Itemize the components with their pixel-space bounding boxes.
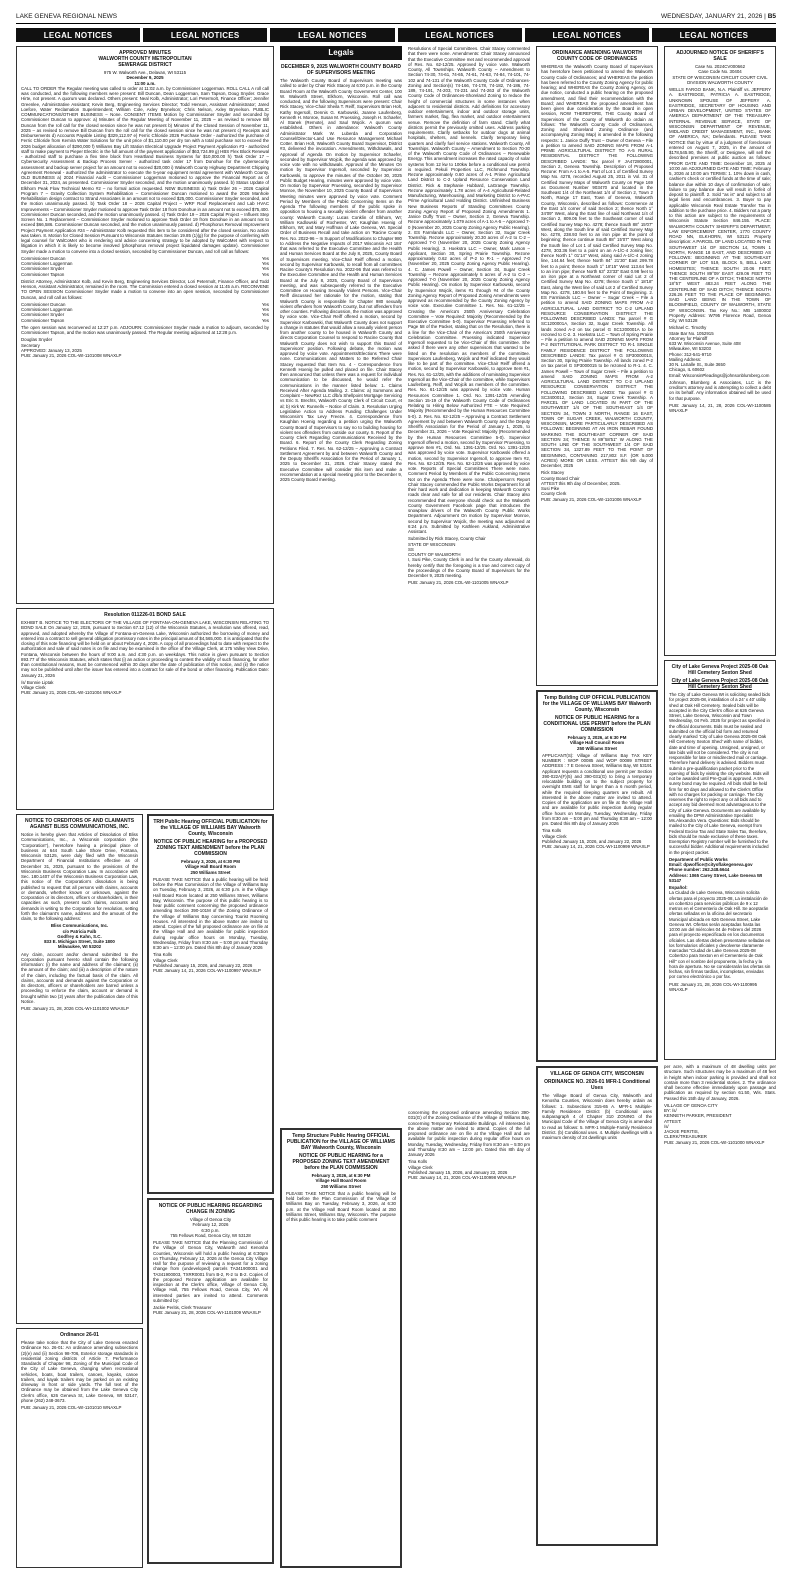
paper-name: LAKE GENEVA REGIONAL NEWS: [16, 13, 118, 20]
banner-2: LEGAL NOTICES: [143, 28, 267, 42]
banner-4: LEGAL NOTICES: [398, 28, 522, 42]
notice-title: DECEMBER 9, 2025 WALWORTH COUNTY BOARD OF SUPERVISORS MEETING: [281, 64, 401, 76]
notice-title: VILLAGE OF GENOA CITY, WISCONSIN: [550, 1071, 644, 1077]
notice-body: The Village Board of Genoa City, Walworth and Kenosha Counties, Wisconsin does hereby ordain as follows: 1. Subsections 315-65 A. MFR-1 Multiple-Family Residence District (b) Conditional uses subparagraph 4 of Chapter 310 ZONING of the Municipal Code of the Village of Genoa City is amended to read as follows: 5. MFR-1 Multiple-Family Residence District. (b) Conditional uses. 4. Multiple dwellings with a maximum density of 24 dwellings units: [542, 1093, 652, 1140]
notice-temp-structure-hearing-cont: [408, 1110, 530, 1550]
notice-body: The Walworth County Board of Supervisors meeting was called to order by Chair Rick Stacey at 6:00 p.m. in the County Board Room at the Walworth County Government Center, 100 W. Walworth Street, Elkhorn, Wisconsin. Roll call was conducted, and the following Supervisors were present: Chair Rick Stacey, Vice-Chair Sheila T. Reiff, Supervisors Brian Holt, Kathy Ingersoll, Dennis G. Karbowski, Joanne Laufenberg, Kenneth H. Monroe, Susan M. Pruessing, Joseph H. Schaefer, Al Stanek (Remote), and Saul Wojcik. A quorum was established. Others in attendance: Walworth County Administrator Mark W. Luberda and Corporation Counsel/Director-Land Use Resource Management Michael Cotter. Brian Holt, Walworth County Board Supervisor, District #3, delivered the invocation. Amendments, Withdrawals, and Approval of Agenda On motion by Supervisor Schaefer, seconded by Supervisor Wojcik, the agenda was approved by voice vote with no withdrawals. Approval of the Minutes On motion by Supervisor Ingersoll, seconded by Supervisor Karbowski, to approve the minutes of the October 30, 2025 Public Budget Hearing, minutes were approved by voice vote. On motion by Supervisor Pruessing, seconded by Supervisor Monroe, the November 10, 2025 County Board of Supervisors Meeting minutes were approved by voice vote. Comment Period by Members of the Public Concerning Items on the Agenda The following members of the public spoke in opposition to housing a sexually violent offender from another county: Walworth County: Lucas Conklin of Elkhorn, WI; William Kadlowski of Rochester, WI; Kaughlan Hoenig of Elkhorn, WI; and Mary Hoffman of Lake Geneva, WI. Special Order of Business Recall and take action on ‘Racine County Res. No. 2022-96 – In Support of Modifications to Chapter 980 to Address the Negative Impacts of 2017 Wisconsin Act 184’ that was referred to the Executive Committee and the Health and Human Services Board at the July 8, 2025, County Board of Supervisors meeting. Vice-Chair Reiff offered a motion, second by Supervisor Karbowski, to recall from all committees Racine County's Resolution No. 2022-96 that was referred to the Executive Committee and the Health and Human Services Board at the July 8, 2025, County Board of Supervisors meeting, and was subsequently referred to the Executive Committee on Housing Sexually Violent Persons. Vice-Chair Reiff discussed her rationale for the motion, stating that Walworth County is responsible for Chapter 980 sexually violent offenders from Walworth County, but not offenders from other counties. Following discussion, the motion was approved by voice vote. Vice-Chair Reiff offered a motion, second by Supervisor Karbowski, that Walworth County does not support a change in statutes that would allow a sexually violent person from another county to be housed in Walworth County and directs Corporation Counsel to respond to Racine County that Walworth County does not wish to support this Board of Supervisors' position. Following debate, the motion was approved by voice vote. Appointments/Elections There were none. Communications and Matters to Be Referred Chair Stacey requested that Item No. 4 - Correspondence from Kenneth Hoenig be pulled and placed on file. Chair Stacey then announced that unless there was a request for individual communication to be discussed, he would refer the communications in the manner listed below: 1. Claims Received After Agenda Mailing. 2. Claims: a) Summons and Complaint – NewRez LLC d/b/a Shellpoint Mortgage Servicing vs Eric S. Brechts, Walworth County Clerk of Circuit Court, et al; b) Kirk W. Runnells – Notice of Claim. 3. Resolution Urging Legislative Action to Address Funding Challenges Under Wisconsin's Tax Levy Freeze. 4. Correspondence from Kaughlan Hoenig regarding a petition urging the Walworth County Board of Supervisors to say no to building housing for violent sex offenders from outside our county. 5. Report of the County Clerk Regarding Communications Received by the Board. 6. Report of the County Clerk Regarding Zoning Petitions Filed. 7. Res. No. 62-12/25 – Approving a Contract Settlement Agreement by and between Walworth County and the Deputy Sheriffs Association for the Period of January 1, 2025 to December 31, 2026. Chair Stacey stated the Executive Committee will consider this item and make a recommendation at a special meeting prior to the December 9, 2025 County Board meeting.: [280, 78, 402, 482]
notice-body: PLEASE TAKE NOTICE that a public hearing will be held before the Plan Commission of the Village of Williams Bay on Tuesday, February 3, 2026, at 6:30 p.m. in the Village Hall Board Room located at 250 Williams Street, Williams Bay, Wisconsin. The purpose of this public hearing is to hear public comment concerning the proposed ordinance amending Section 390-101M of the Zoning Ordinance of the Village of Williams Bay concerning Tourist Rooming Houses. All interested in the above matter are invited to attend. Copies of the full proposed ordinance are on file at the Village Hall and are available for public inspection during regular office hours on Monday, Tuesday, Wednesday, Friday from 8:30 am – 5:00 pm and Thursday 8:30 am – 12:00 pm. Dated this 8th day of January 2026: [153, 876, 268, 950]
notice-title: NOTICE TO CREDITORS OF AND CLAIMANTS AGAINST BLISS COMMUNICATIONS, INC.: [24, 818, 135, 830]
notice-signature: Rick Stacey County Board Chair ATTEST this 9th day of December, 2025. Susi Pike County Clerk PUB: January 21, 2026 COL-WI-1101006 WNAXLP: [541, 470, 642, 502]
vote-row: [21, 318, 269, 323]
notice-body: CALL TO ORDER The Regular meeting was called to order at 11:02 a.m. by Commissioner Loggerman. ROLL CALL A roll call was conducted, and the following members were present: Bill Duncan, Dean Loggerman, Sam Tapson, Doug Snyder. Grace Hirte, not present. A quorum was declared. Others present: Neal Kolb, Administrator; Lori Petermolt, Finance Officer; Jennifer Greenlee, Administrative Assistant; Kevin Berg, Engineering Services Director; Todd Henson, Assistant Administrator; Jared Loefore, Water Reclamation Superintendent; William Cole, Axley Brynelson; Chris Nelson, Axley Brynelson. PUBLIC COMMUNICATIONS/OTHER BUSINESS – None. CONSENT ITEMS Motion by Commissioner Snyder and seconded by Commissioner Duncan to approve: a) Minutes of the Regular Meeting of November 11, 2025 – as revised to remove Bill Duncan from the roll call for the closed session since he was not present b) Minutes of the Closed Session of November 11, 2025 – as revised to remove Bill Duncan from the roll call for the closed session since he was not present c) Receipts and Disbursements d) Accounts Payable Listing $329,112.97 e) Ferric Chloride 2026 Purchase Order - authorized the purchase of Ferric Chloride from Kemira Water Solutions for the unit price of $1,110.00 per dry ton with a total purchase not to exceed the 2026 budget allocation of $290,000 f) Williams Bay Lift Station Electrical Upgrade Project Payment Application #3 - authorized staff to make payment to Pieper Electric in the full amount of the payment application of $63,724.99 g) HBS Flex Block Renewal - authorized staff to purchase a flex time block from Heartland Business Systems for $10,000.00 h) Task Order 17 – Cybersecurity Assessment & Backup Process Server - authorized task order 17 from Donohue for the cybersecurity assessment and backup server project for an amount not to exceed $20,000 i) Walworth County Highway Department Chipping Agreement Renewal - authorized the administrator to execute the 5-year equipment rental agreement with Walworth County. OLD BUSINESS a) 2024 Financial Audit – Commissioner Loggerman motioned to approve the Financial Report as of December 31, 2024, as presented. Commissioner Snyder seconded, and the motion unanimously passed. b) Status Update of Elkhorn Peak Flow Technical Memo #2 – no formal action requested. NEW BUSINESS a) Task Order 26 – 2026 Capital Program 7 – Gravity Collection System Rehabilitation – Commissioner Duncan motioned to award the 2026 Manhole Rehabilitation design contract to Strand Associates in an amount not to exceed $25,000. Commissioner Snyder seconded, and the motion unanimously passed. b) Task Order 18 – 2026 Capital Project – WRF Roof Replacement and Lab HVAC Improvements – Commissioner Snyder motioned to approve Task Order 18 from Donohue in an amount not to exceed $75,400. Commissioner Duncan seconded, and the motion unanimously passed. c) Task Order 19 – 2026 Capital Project – Influent Step Screen No. 1 Replacement – Commissioner Snyder motioned to approve Task Order 19 from Donohue in an amount not to exceed $66,586. Commissioner Duncan seconded, and the motion unanimously passed. d) Phosphorus Removal Improvement Project Payment Application #24 – Administrator Kolb requested this item to be considered after the closed session. No action was taken. 8. Motion for Closed Session Pursuant to Wisconsin Statutes Section 19.85 (1)(g) for the purpose of conferring with legal counsel for WalCoMet who is rendering oral advice concerning strategy to be adopted by WalCoMet with respect to litigation in which it is likely to become involved (phosphorus removal project liquidated damages update). Commissioner Snyder made a motion to convene into a closed session, seconded by Commissioner Duncan, and roll call as follows:: [21, 85, 269, 254]
legals-heading: Legals: [280, 46, 402, 60]
notice-signature: /s/ Bonnie Liptak Village Clerk PUB: January 21, 2026 COL-WI-1101004 WNAXLP: [21, 679, 122, 696]
vote-value: Yes: [261, 307, 269, 312]
notice-bond-sale: [16, 608, 274, 810]
notice-pub: PUB: January 14, 21, 28, 2026 COL-WI-1100585 WNAXLP: [669, 402, 771, 413]
notice-pub: PUB: January 21, 28, 2026 COL-WI-1101002 WNAXLP: [21, 1006, 129, 1011]
notice-date: December 9, 2025 11:00 a.m.: [126, 75, 164, 86]
vote-value: Yes: [261, 312, 269, 318]
vote-row: [21, 272, 269, 277]
notice-bliss-creditors: [16, 814, 143, 1324]
vote-value: Yes: [261, 317, 269, 323]
notice-title-2: City of Lake Geneva Project 2025-08 Oak Hill Cemetery Sexton Shed: [671, 678, 769, 690]
notice-title: TRH Public Hearing OFFICIAL PUBLICATION for the VILLAGE OF WILLIAMS BAY Walworth County, Wisconsin: [153, 819, 268, 837]
notice-case: Case No. 2024CV000662 Case Code No. 30404 STATE OF WISCONSIN CIRCUIT COURT CIVIL DIVISION WALWORTH COUNTY: [672, 64, 768, 85]
notice-when: February 3, 2026, at 6:30 PM Village Hall Council Room 250 Williams Street: [567, 735, 627, 751]
notice-when: February 3, 2026, at 6:30 PM Village Hall Board Room 250 Williams Street: [311, 1173, 371, 1189]
notice-body: per acre, with a maximum of 48 dwelling units per structure. Such structures may be a maximum of 48 feet in height when indoor parking is provided and shall not contain more than 3 residential stories. 2. The ordinance shall become effective immediately upon passage and publication as required by section 61.50, Wis. Stats. Passed this 15th day of January, 2026.: [664, 1064, 776, 1101]
banner-5: LEGAL NOTICES: [525, 28, 649, 42]
notice-certification: I, Susi Pike, County Clerk in and for the County aforesaid, do hereby certify that the foregoing is a true and correct copy of the proceedings of the County Board of Supervisors for the December 9, 2025 meeting.: [408, 557, 530, 578]
notice-address: 975 W. Walworth Ave., Delavan, WI 53115: [103, 70, 187, 75]
vote-name: Commissioner Snyder: [21, 266, 65, 272]
notice-body: APPLICANT(S): Village of Williams Bay TAX KEY NUMBER : WOP 00085 and WOP 00089 STREET ADDRESS : 7 E Geneva Street, Williams Bay, WI 53191 Applicant requests a conditional use permit per Section 390-022A(F)(5) and 390-031(G) to bring a temporary relocatable building on to the subject property for overnight EMS staff for longer than a 6 month period, while the required sleeping quarters are rebuilt. All interested in the above matter are invited to attend. Copies of the application are on file at the Village Hall and are available for public inspection during regular office hours on Monday, Tuesday, Wednesday, Friday from 8:30 am – 5:00 pm and Thursday 8:30 am – 12:00 pm. Dated this 8th day of January 2026: [542, 752, 652, 826]
notice-dept-contact: Department of Public Works Email: dpwoffice@cityoflakegeneva.gov Phone number: 262.248.6644 Address: 1065 Carey Street, Lake Geneva WI 53147: [669, 856, 763, 883]
vote-name: Commissioner Loggerman: [21, 261, 73, 266]
vote-name: Commissioner Snyder: [21, 312, 65, 318]
vote-value: Yes: [261, 271, 269, 277]
notice-signature: Michael C. Timothy State Bar No. 1052915 Attorney for Plaintiff 633 W. Wisconsin Avenue, Suite 408 Milwaukee, WI 53203 Phone: 312-541-9710 Mailing Address: 30 N. LaSalle St., Suite 3650 Chicago, IL 60602 Email: WisconsinPleadings@johnsonblumberg.com: [669, 325, 770, 378]
notice-ordinance-26-01: [16, 1328, 143, 1568]
notice-body: PLEASE TAKE NOTICE that a public hearing will be held before the Plan Commission of the Village of Williams Bay on Tuesday, February 3, 2026, at 6:30 p.m. at the Village Hall Board Room located at 250 Williams Street, Williams Bay, Wisconsin. The purpose of this public hearing is to take public comment: [286, 1190, 396, 1222]
notice-pub: PUB: January 21, 2026 COL-WI-1101005 WNAXLP: [408, 580, 509, 586]
notice-body: Please take notice that the City of Lake Geneva enacted Ordinance No. 26-01: An ordinance amending subsections (2)(e) and (ii) Section 98-706, Exterior storage standards in residential zoning districts of Article 7. Performance Standards of Chapter 98, Zoning of the Municipal Code of the City of Lake Geneva, changing when recreational vehicles, boats, boat trailers, canoes, kayaks, canoe trailers, and kayak trailers may be parked on an existing driveway in front or side yards. The full text of the Ordinance may be obtained from the Lake Geneva City Clerk's office, 626 Geneva St, Lake Geneva, WI 53147, phone (262) 248-3673.: [21, 1340, 138, 1403]
notice-subtitle: NOTICE OF PUBLIC HEARING for a PROPOSED ZONING TEXT AMENDMENT before the PLAN COMMISSION: [153, 839, 268, 857]
vote-name: Commissioner Duncan: [21, 255, 66, 261]
notice-title: Ordinance 26-01: [60, 1332, 99, 1338]
vote-name: Commissioner Tapson: [21, 271, 65, 277]
notice-title: Temp Building CUP OFFICIAL PUBLICATION for the VILLAGE OF WILLIAMS BAY Walworth County, Wisconsin: [542, 695, 652, 713]
notice-title: Temp Structure Public Hearing OFFICIAL PUBLICATION for the VILLAGE OF WILLIAMS BAY Walworth County, Wisconsin: [286, 1133, 396, 1151]
notice-body-mid: District Attorney, Administrator Kolb, and Kevin Berg, Engineering Services Director, Lori Petermolt, Finance Officer, and Todd Henson, Assistant Administrator, remained in the room. The Commission entered a closed session at 11:45 a.m. RECONVENE TO OPEN SESSION Commissioner Snyder made a motion to convene into an open session, seconded by Commissioner Duncan, and roll call as follows:: [21, 278, 269, 300]
vote-name: Commissioner Loggerman: [21, 307, 73, 312]
notice-walcomet-minutes: [16, 46, 274, 604]
column-1: [16, 46, 274, 1582]
column-5: [536, 46, 658, 1582]
notice-signature: Submitted by Rick Stacey, County Chair STATE OF WISCONSIN SS COUNTY OF WALWORTH: [408, 536, 486, 557]
notice-genoa-ordinance-cont: [664, 1064, 776, 1544]
notice-subtitle: ORDINANCE NO. 2026-01 MFR-1 Conditional Uses: [544, 1079, 650, 1091]
vote-name: Commissioner Tapson: [21, 317, 65, 323]
notice-title: ADJOURNED NOTICE OF SHERIFF'S SALE: [676, 50, 764, 62]
banner-6: LEGAL NOTICES: [652, 28, 776, 42]
notice-sheriffs-sale: [664, 46, 776, 656]
notice-title: Resolution 011226-01 BOND SALE: [104, 612, 186, 618]
notice-genoa-rezoning: [147, 1198, 274, 1564]
notice-pub: PUB: January 21, 2026 COL-WI-1101010 WNAXLP: [21, 1405, 122, 1410]
notice-subtitle: NOTICE OF PUBLIC HEARING for a CONDITIONAL USE PERMIT before the PLAN COMMISSION: [543, 715, 651, 733]
notice-body-end: The open session was reconvened at 12:27 p.m. ADJOURN: Commissioner Snyder made a motion to adjourn, seconded by Commissioner Tapson, and the motion was unanimously passed. The Regular meeting adjourned at 12:28 p.m.: [21, 324, 269, 335]
column-6: [664, 46, 776, 1582]
notice-when: February 3, 2026, at 6:30 PM Village Hall Board Room 250 Williams Street: [181, 859, 240, 875]
column-4: [408, 46, 530, 1582]
banner-1: LEGAL NOTICES: [16, 28, 140, 42]
notice-trh-hearing: [147, 814, 274, 1194]
notice-body: WHEREAS the Walworth County Board of Supervisors has heretofore been petitioned to amend the Walworth County Code of Ordinances; and WHEREAS the petition has been referred to the County Zoning Agency for public hearing; and WHEREAS the County Zoning Agency, on due notice, conducted a public hearing on the proposed amendment, and filed their recommendation with the Board; and WHEREAS the proposed amendment has been given due consideration by the Board in open session, NOW THEREFORE, THE County Board of Supervisors of the County of Walworth do ordain as follows: The Walworth County Code of Ordinances, Zoning and Shoreland Zoning Ordinance (and accompanying Zoning Map) is amended in the following respects: 1. Janice Duffy Trust – Owner of Geneva – File a petition to amend SAID ZONING MAPS FROM A-1 PRIME AGRICULTURAL DISTRICT TO A-5 RURAL RESIDENTIAL DISTRICT THE FOLLOWING DESCRIBED LANDS: Tax parcel # JA472800001, Section 2, Geneva Township. Description of Proposed Rezone: From A-1 to A-5. Part of Lot 1 of Certified Survey Map No. 4278, recorded August 25, 2011 in Vol. 31 of Certified Survey Maps of Walworth County on Page 169 as Document Number 903470 and located in the Southeast 1/4 of the Northeast 1/4 of Section 2, Town 2 North, Range 17 East, Town of Geneva, Walworth County, Wisconsin, described as follows: Commence at the East 1/4 corner of said Section 2; thence North 1° 34'09" West, along the East line of said Northeast 1/4 of Section 2, 809.06 feet to the Southeast corner of said Certified Survey Map No. 4278; thence South 88° 15'07" West, along the South line of said Certified Survey Map No. 4278, 238.93 feet to an iron pipe at the point of beginning; thence continue South 88° 15'07" West along the South line of Lot 1 of said Certified Survey Map No. 4278, 303.36 feet to a point on an A-1/C-4 zoning line; thence North 1° 01'14" West, along said A-1/C-4 zoning line, 144.64 feet; thence North 84° 21'30" East 299.78 feet to a point; thence South 1° 18'15" West 113.64 feet to an iron pipe; thence North 63° 23'33" East 0.98 feet to an iron pipe at a Northeast corner of said Lot 2 of Certified Survey Map No. 4278; thence South 1° 18'18" East, along the West line of said Lot 2 of Certified Survey Map No. 4278, 180.94 feet to the Point of Beginning. 2. ES Farmlands LLC – Owner – Sugar Creek – File a petition to amend SAID ZONING MAPS FROM A-2 AGRICULTURAL LAND DISTRICT TO C-2 UPLAND RESOURCE CONSERVATION DISTRICT THE FOLLOWING DESCRIBED LANDS: Tax parcel # G SC1200001A, Section 32, Sugar Creek Township. All lands zoned A-2 on tax parcel G SC1200001A to be rezoned to C-2. 3. Hoekstra LLC – Town of Spring Prairie – File a petition to amend SAID ZONING MAPS FROM P-2 INSTITUTIONAL PARK DISTRICT TO R-1 SINGLE FAMILY RESIDENCE DISTRICT THE FOLLOWING DESCRIBED LANDS: Tax parcel # G SP3000001S, Section 30, Spring Prairie Township. All lands zoned P-2 on tax parcel G SP3000015 to be rezoned to R-1. 4. C. James Powell – Town of Sugar Creek – File a petition to amend SAID ZONING MAPS FROM A-2 AGRICULTURAL LAND DISTRICT TO C-2 UPLAND RESOURCE CONSERVATION DISTRICT THE FOLLOWING DESCRIBED LANDS: Tax parcel # G SC3400012, Section 34, Sugar Creek Township. A PARCEL OF LAND LOCATED IN PART OF THE SOUTHWEST 1/4 OF THE SOUTHEAST 1/4 OF SECTION 34, TOWN 3 NORTH, RANGE 16 EAST, TOWN OF SUGAR CREEK, WALWORTH COUNTY, WISCONSIN, MORE PARTICULARLY DESCRIBED AS FOLLOWS: BEGINNING AT AN IRON REBAR FOUND MARKING THE SOUTHEAST CORNER OF SAID SECTION 34; THENCE N 89°58'51" W ALONG THE SOUTH LINE OF THE SOUTHWEST 1/4 OF SAID SECTION 34, 1327.89 FEET TO THE POINT OF BEGINNING, CONTAINING 217,802 S.F. (OR 5.000 ACRES) MORE OR LESS. ATTEST this 9th day of December, 2025: [541, 64, 654, 468]
date-and-page: [661, 13, 776, 20]
notice-body: WELLS FARGO BANK, N.A. Plaintiff vs. JEFFERY A. EASTRIDGE, PATRICIA A. EASTRIDGE, UNKNOWN SPOUSE OF JEFFERY A. EASTRIDGE, SECRETARY OF HOUSING AND URBAN DEVELOPMENT, UNITED STATES OF AMERICA DEPARTMENT OF THE TREASURY- INTERNAL REVENUE SERVICE, STATE OF WISCONSIN DEPARTMENT OF REVENUE, MIDLAND CREDIT MANAGEMENT, INC., BANK OF AMERICA, NA; Defendants. PLEASE TAKE NOTICE that by virtue of a judgment of foreclosure entered on August 7, 2025, in the amount of $178,545.90, the Sheriff, or Designee, will sell the described premises at public auction as follows: PRIOR DATE AND TIME: December 18, 2025 at 10:00 am ADJOURNED DATE AND TIME: February 5, 2026 at 10:00 am TERMS: 1. 10% down in cash, cashier's check or certified funds at the time of sale; balance due within 10 days of confirmation of sale; failure to pay balance due will result in forfeit of deposit to plaintiff. 2. Sold "as is" and subject to all legal liens and encumbrances. 3. Buyer to pay applicable Wisconsin Real Estate Transfer Tax in addition to the purchase price. 4. Bidders not a party to this action are subject to the requirements of Wisconsin Statute Section 846.155. PLACE: WALWORTH COUNTY SHERIFF'S DEPARTMENT, LAW ENFORCEMENT CENTER, 1770 COUNTY ROAD NN, ELKHORN, WI 53121 Property description: A PARCEL OF LAND LOCATED IN THE SOUTHWEST 1/4 OF SECTION 14, TOWN 1 NORTH, RANGE 18 EAST, AND DESCRIBED AS FOLLOWS: BEGINNING AT THE SOUTHEAST CORNER OF LOT 519, BLOCK 5, BELL LAKE HOMESITES; THENCE SOUTH 20.06 FEET; THENCE SOUTH 89°09' EAST 429.06 FEET TO THE CENTERLINE OF A DITCH; THENCE NORTH 18°57' WEST 483.24 FEET ALONG THE CENTERLINE OF SAID DITCH; THENCE SOUTH 226.26 FEET TO THE PLACE OF BEGINNING. SAID LAND BEING IN THE TOWN OF BLOOMFIELD, COUNTY OF WALWORTH, STATE OF WISCONSIN. Tax Key No.: MB 1400002 Property Address: W795 Florence Road, Genoa City, WI 53128: [669, 87, 771, 323]
notice-subtitle: NOTICE OF PUBLIC HEARING for a PROPOSED ZONING TEXT AMENDMENT before the PLAN COMMISSION: [292, 1153, 390, 1171]
notice-disclaimer: Johnson, Blumberg & Associates, LLC is the creditor's attorney and is attempting to collect a debt on its behalf. Any information obtained will be used for that purpose.: [669, 379, 771, 401]
notice-body: EXHIBIT B. NOTICE TO THE ELECTORS OF THE VILLAGE OF FONTANA-ON-GENEVA LAKE, WISCONSIN RELATING TO BOND SALE On January 12, 2026, pursuant to Section 67.12 (12) of the Wisconsin Statutes, a resolution was offered, read, approved, and adopted whereby the Village of Fontana-on-Geneva Lake, Wisconsin authorized the borrowing of money and entered into a contract to sell general obligation promissory notes in the principal amount of $4,565,000. It is anticipated that the closing of this note financing will be held on or about February 4, 2026. A copy of all proceedings had to date with respect to the authorization and sale of said notes is on file and may be examined in the office of the Village Clerk, at 175 Valley View Drive, Fontana, Wisconsin between the hours of 9:00 a.m. and 4:30 p.m. on weekdays. This notice is given pursuant to Section 893.77 of the Wisconsin Statutes, which states that (i) an action or proceeding to contest the validity of such financing, for other than constitutional reasons, must be commenced within 30 days after the date of publication of this notice, and (ii) the notice may not be published until after the issuer has entered into a contract for sale of the bond or other financing. Publication Date: January 21, 2026: [21, 620, 269, 678]
notice-county-board-minutes: [280, 64, 402, 1124]
notice-temp-building-cup: [536, 690, 658, 1062]
notice-body: Notice is hereby given that Articles of Dissolution of Bliss Communications, Inc., a Wisconsin corporation (the “Corporation”), heretofore having a principal place of business at 644 South Lake Shore Drive, Fontana, Wisconsin 53125, were duly filed with the Wisconsin Department of Financial Institutions effective as of December 31, 2025, pursuant to the provisions of the Wisconsin Business Corporation Law. In accordance with Sec. 180.1407 of the Wisconsin Business Corporation Law, this notice of the Corporation's dissolution is being published to request that all persons with claims, accounts or demands, whether known or unknown, against the Corporation or its directors, officers or shareholders, in their capacities as such, present such claims, accounts and demands in writing to the Corporation for resolution, setting forth the claimant's name, address and the amount of the claim, to the following address:: [21, 832, 138, 921]
header-date: WEDNESDAY, JANUARY 21, 2026 |: [660, 13, 766, 20]
page-header: [16, 10, 776, 24]
notice-body: Resolutions of Special Committees. Chair Stacey commented that there were none. Amendments: Chair Stacey announced that the Executive Committee met and recommended approval of Res. No. 62-12/25. Approved by voice vote. Walworth County, All Townships. Walworth County – Amendment to Section 74-30, 74-61, 74-65, 74-61, 74-63, 74-84, 74-101, 74-102 and 74-131 of the Walworth County Code of Ordinances-Zoning and Section(s) 74-166, 74-178, 74-182, 74-186, 74-189, 74-191, 74-203, 74-231 and 74-263 of the Walworth County Code of Ordinances-Shoreland Zoning to reduce the height of commercial structures in some instances when adjacent to residential districts. Add definitions for accessory outdoor entertainment, indoor and outdoor storage units, farmers market, flag, flea market, and outdoor entertainment venue. Remove the definition of farm stand. Clarify what districts permit the previously omitted uses. Address parking requirements. Clarify setbacks for outdoor dogs at animal hospitals, shelters, and kennels. Clarify temporary living quarters and clarify fuel service stations. Walworth County, All Townships. Walworth County – Amendment to Section 70-30 of the Walworth County Code of Ordinances – Renewable Energy. This amendment increases the rated capacity of solar systems from 12 kw to 100kw before a conditional use permit is required. Pekuli Properties LLC, Richmond Township. Rezone approximately 0.60 acres of A-1 Prime Agricultural Land District to C-2 Upland Resource Conservation Land District. Rick & Stephanie Hubbard, LaGrange Township. Rezone approximately 1.78 acres of A-4 Agricultural-Related Manufacturing, Warehousing, and Marketing District to A-PAC Prime Agricultural Land Holding District. Unfinished Business New Business Reports of Standing Committees County Zoning Agency Report of Proposed Zoning Amendments 1. Janice Duffy Trust – Owner, Section 2, Geneva Township. Rezone approximately 1.079 acres of A-1 to A-5 – Approved 7-0 (November 20, 2025 County Zoning Agency Public Hearing). 2. ES Farmlands LLC – Owner, Section 32, Sugar Creek Township. Rezone approximately 20.30 acres of A-2 to C-2 – Approved 7-0 (November 20, 2025 County Zoning Agency Public Hearing). 3. Hoekstra LLC – Owner, Mark Larson – Applicant, Section 30, Spring Prairie Township. Rezone approximately 0.62 acres of P-2 to R-1 – Approved 7-0 (November 20, 2025 County Zoning Agency Public Hearing). 4. C. James Powell – Owner, Section 34, Sugar Creek Township – Rezone approximately 5 acres of A-2 to C-2 – Approved 7-0 (November 20, 2025 County Zoning Agency Public Hearing). On motion by Supervisor Karbowski, second by Supervisor Wojcik, items #1 through #4 of the County Zoning Agency Report of Proposed Zoning Amendments were approved as recommended by the County Zoning Agency by voice vote. Executive Committee 1. Res. No. 61-12/25 – Creating the America's 250th Anniversary Celebration Committee – Vote Required: Majority (Recommended by the Executive Committee 5-0). Supervisor Pruessing referred to Page 58 of the Packet, stating that on the Resolution, there is a line for the Vice-Chair of the America's 250th Anniversary Celebration Committee. Pruessing indicated Supervisor Ingersoll requested to be Vice-Chair of this committee. She asked if there were any other supervisors that wanted to be listed on the resolution as members of the committee. Supervisors Laufenberg, Wojcik and Reif indicated they would like to be part of the committee. Vice-Chair Reiff offered a motion, second by Supervisor Karbowski, to approve Item #1, Res. No. 61-12/25, with the additions of nominating Supervisor Ingersoll as the Vice-Chair of the committee, while Supervisors Laufenberg, Reiff, and Wojcik as members of the committee. Res. No. 61-12/25 was approved by voice vote. Human Resources Committee 1. Ord. No. 1391-12/25 Amending Section 15-19 of the Walworth County Code of Ordinances Relating to Hiring Below Authorized FTE – Vote Required: Majority (Recommended by the Human Resources Committee 5-0). 2. Res. No. 62-12/25 – Approving a Contract Settlement Agreement by and between Walworth County and the Deputy Sheriffs Association for the Period of January 1, 2025, to December 31, 2026 – Vote Required: Majority (Recommended by the Human Resources Committee 5-0). Supervisor Ingersoll offered a motion, second by Supervisor Pruessing, to approve Item #1, Ord. No. 1391-12/25. Ord. No. 1391-12/25 was approved by voice vote. Supervisor Karbowski offered a motion, second by Supervisor Ingersoll, to approve Item #2, Res. No. 62-12/25. Res. No. 62-12/25 was approved by voice vote. Reports of Special Committees There were none. Comment Period by Members of the Public Concerning Items Not on the Agenda There were none. Chairperson's Report Chair Stacey commended the Public Works Department for all their hard work and dedication in keeping Walworth County's roads clear and safe for all our residents. Chair Stacey also recommended that everyone should check out the Walworth County Government Facebook page that introduces the snowplow drivers of the Walworth County Public Works Department. Adjournment On motion by Supervisor Monroe, second by Supervisor Wojcik, the meeting was adjourned at 6:24 p.m. Submitted by Kathleen Aukland, Administrative Assistant.: [408, 46, 530, 534]
legal-notices-banners: [16, 28, 776, 42]
vote-value: Yes: [261, 255, 269, 261]
notice-body: concerning the proposed ordinance amending Section 390-031(G) of the Zoning Ordinance of the Village of Williams Bay, concerning Temporary Relocatable Buildings. All interested in the above matter are invited to attend. Copies of the full proposed ordinance are on file at the Village Hall and are available for public inspection during regular office hours on Monday, Tuesday, Wednesday, Friday from 8:30 am – 5:00 pm and Thursday 8:30 am – 12:00 pm. Dated this 8th day of January 2026: [408, 1110, 530, 1157]
notice-title: APPROVED MINUTES WALWORTH COUNTY METROPOLITAN SEWERAGE DISTRICT: [98, 50, 192, 68]
notice-title: ORDINANCE AMENDING WALWORTH COUNTY CODE OF ORDINANCES: [552, 50, 642, 62]
notice-body: The City of Lake Geneva WI is soliciting sealed bids for project 2025-08, installation of a 24' x 40' utility shed at Oak Hill Cemetery. Sealed bids will be accepted in the City Clerk's office at 626 Geneva Street, Lake Geneva, Wisconsin and Town Wednesday, 04 Feb. 2026 for project as specified in the official documents. Bids must be sealed and submitted on the official bid form and returned clearly marked ‘City of Lake Geneva 2025-08 Oak Hill Cemetery Sexton Shed’ with name of bidder, date and time of opening. Unsigned, unsigned, or late bids will not be considered. The city is not responsible for late or misdirected mail or carriage. Therefore hand delivery is advised. Bidders must submit a pre-qualification packet prior to the opening of bids by visiting the city website. Bids will not be awarded until Pre-Qual is approved. A 5% surety bond may be required. All bids shall be held firm for 60 days and allowed to the Clerk's Office with no charges for packing or carriage. The City reserves the right to reject any or all bids and to accept any bid deemed most advantageous to the City of Lake Geneva. Documents are available by emailing the DPW Administrative Specialist Ms.Alexandra Vera. Questions: Bids should be mailed to the City of Lake Geneva, exempt from Federal Excise Tax and State Sales Tax, therefore, bids should be made exclusive of these taxes. Exemption Registry number will be furnished to the successful bidder. Additional requirements included in the project packet.: [669, 692, 771, 855]
notice-body-2: Any claim, account and/or demand submitted to the Corporation pursuant hereto shall contain the following information: (i) the name and address of the claimant; (ii) the amount of the claim; and (iii) a description of the nature of the claim, including the factual basis of the claim. All claims, accounts and demands against the Corporation or its directors, officers or shareholders are barred unless a proceeding to enforce the claim, account or demand is brought within two (2) years after the publication date of this Notice.: [21, 951, 138, 1004]
notice-when: Village of Genoa City February 12, 2026 6:30 p.m. 755 Fellows Road, Genoa City, WI 53128: [170, 1217, 251, 1238]
vote-value: Yes: [261, 266, 269, 272]
notice-signature: VILLAGE OF GENOA CITY BY: /s/ KENNETH PARKER, PRESIDENT ATTEST: /s/ JACKIE PERITIS, CLERK/TREASURER PUB: January 21, 2026 COL-WI-1101000 WNAXLP: [664, 1102, 765, 1145]
banner-3: LEGAL NOTICES: [270, 28, 394, 42]
notice-body: PLEASE TAKE NOTICE that the Planning Commission of the Village of Genoa City, Walworth and Kenosha Counties, Wisconsin will hold a public hearing at 6:30pm on Thursday, February 12, 2026 at the Genoa City Village Hall for the purpose of reviewing a request for a zoning change from (undeveloped) parcels TA341900001 and TA341900003, TXRR0001 from B-2, R-2 to B-2. Copies of the proposed Rezone application are available for inspection at the Clerk's office, Village of Genoa City, Village Hall, 755 Fellows Road, Genoa City, WI. All interested parties are invited to attend. Comments submitted by:: [153, 1240, 268, 1303]
vote-value: Yes: [261, 261, 269, 266]
notice-title: City of Lake Geneva Project 2025-08 Oak Hill Cemetery Sexton Shed: [671, 664, 769, 676]
vote-name: Commissioner Duncan: [21, 301, 66, 307]
vote-value: Yes: [261, 301, 269, 307]
notice-sexton-shed-bids: [664, 660, 776, 1060]
notice-temp-structure-hearing: [280, 1128, 402, 1568]
notice-title: NOTICE OF PUBLIC HEARING REGARDING CHANGE IN ZONING: [158, 1203, 263, 1215]
column-3: [280, 46, 402, 1582]
notice-signature: Tina Kolls Village Clerk Published January 15, 2026, and January 22, 2026 PUB: January 14, 21, 2026 COL-WI-1100999 WNAXLP: [542, 828, 650, 849]
notice-signature: Douglas Snyder Secretary APPROVED: January 13, 2025 PUB: January 21, 2026 COL-WI-1101008 WNAXLP: [21, 337, 122, 358]
notice-spanish-body: La Ciudad de Lake Geneva, Wisconsin solicita ofertas para el proyecto 2025-08, La instalación de un cobertizo para servicios públicos de 9 x 12 metros en el Cementerio de Oak Hill. Se aceptarán ofertas selladas en la oficina del secretario Municipal ubicada en 626 Geneva Street, Lake Geneva WI. Ofertas serán aceptadas hasta las 10:00 am del miércoles 04 de Febrero del 2026 para el proyecto especificado en los documentos oficiales. Las ofertas deben presentarse selladas en los formularios oficiales y devolverse claramente marcadas "Ciudad de Lake Geneva 2025-08 Cobertizo para Sexton en el Cementerio de Oak Hill" con el nombre del proponente, la fecha y la hora de apertura. No se considerarán las ofertas sin fechas, sin firmas tardías, incompletas, enviadas por correo electrónico o por fax.: [669, 890, 771, 980]
notice-genoa-ordinance: [536, 1066, 658, 1546]
notice-address: Bliss Communications, Inc. c/o Patricia Falb Godfrey & Kahn, S.C. 833 E. Michigan Street, Suite 1800 Milwaukee, WI 53202: [44, 923, 115, 950]
notice-pub: PUB: January 21, 28, 2026 COL-WI-1100995 WNAXLP: [669, 981, 758, 992]
notice-signature: Tina Kolls Village Clerk Published January 15, 2026, and January 22, 2026 PUB: January 14, 21, 2026 COL-WI-1100998 WNAXLP: [408, 1159, 516, 1180]
notice-spanish-heading: Español:: [669, 885, 688, 890]
page-number: B5: [767, 13, 776, 20]
notice-signature: Tina Kolls Village Clerk Published January 15, 2026, and January 22, 2026 PUB: January 14, 21, 2026 COL-WI-1100997 WNAXLP: [153, 952, 261, 973]
vote-table-2: [21, 302, 269, 323]
notice-signature: Jackie Peritis, Clerk Treasurer PUB: January 21, 28, 2026 COL-WI-1101009 WNAXLP: [153, 1305, 261, 1316]
notice-ordinance-amending-code: [536, 46, 658, 686]
notice-county-board-minutes-cont: [408, 46, 530, 1106]
vote-table-1: [21, 256, 269, 277]
